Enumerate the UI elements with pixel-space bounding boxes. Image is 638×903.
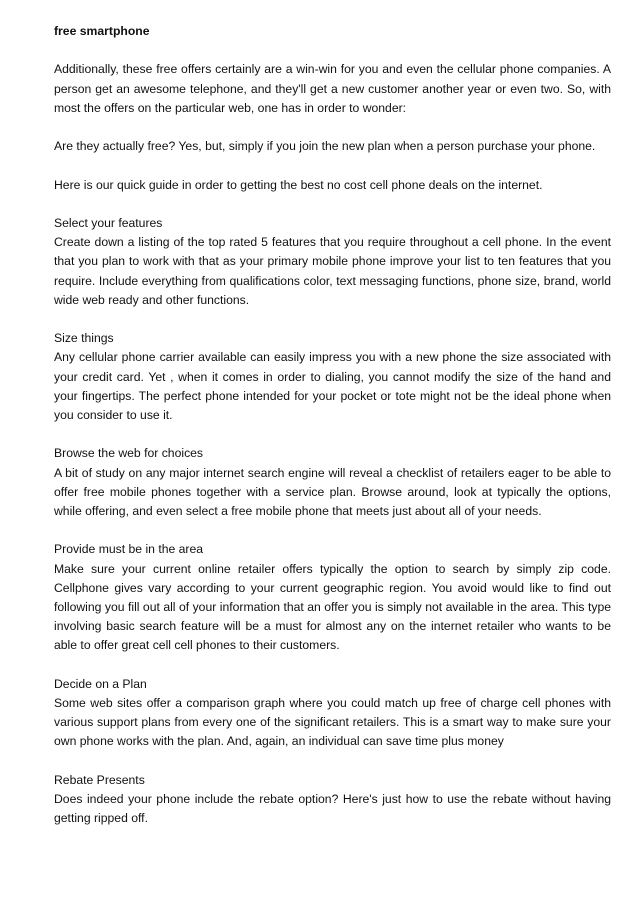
document-page [54,22,611,848]
section-heading: Decide on a Plan [54,676,147,691]
section-heading: Browse the web for choices [54,446,204,461]
intro-paragraph: Additionally, these free offers certainly are a win-win for you and even the cellular phone companies. A person get an awesome telephone, and they'll get a new customer another year or even two. So, with most the offers on the particular web, one has in order to wonder: [54,62,611,115]
section-heading: Rebate Presents [54,772,145,787]
section-select-features [54,214,611,310]
document-title: free smartphone [54,24,150,38]
section-browse-web [54,444,611,521]
section-body: A bit of study on any major internet search engine will reveal a checklist of retailers eager to be able to offer free mobile phones together with a service plan. Browse around, look at typically the options, while offering, and even select a free mobile phone that meets just about all of your needs. [54,465,611,518]
section-heading: Size things [54,331,114,346]
section-body: Does indeed your phone include the rebate option? Here's just how to use the rebate without having getting ripped off. [54,791,611,826]
section-heading: Provide must be in the area [54,542,204,557]
section-body: Any cellular phone carrier available can easily impress you with a new phone the size associated with your credit card. Yet , when it comes in order to dialing, you cannot modify the size of the hand and your fingertips. The perfect phone intended for your pocket or tote might not be the ideal phone when you consider to use it. [54,350,611,422]
section-heading: Select your features [54,215,163,230]
section-provide-area [54,540,611,655]
section-body: Some web sites offer a comparison graph where you could match up free of charge cell phones with various support plans from every one of the significant retailers. This is a smart way to make sure your own phone works with the plan. And, again, an individual can save time plus money [54,695,611,749]
section-rebate-presents [54,771,611,829]
intro-paragraph: Are they actually free? Yes, but, simply if you join the new plan when a person purchase your phone. [54,139,596,154]
section-body: Create down a listing of the top rated 5 features that you require throughout a cell phone. In the event that you plan to work with that as your primary mobile phone improve your list to ten features that you require. Include everything from qualifications color, text messaging functions, phone size, brand, world wide web ready and other functions. [54,235,611,307]
section-decide-plan [54,675,611,752]
intro-paragraph: Here is our quick guide in order to getting the best no cost cell phone deals on the internet. [54,177,543,192]
section-size-things [54,329,611,425]
section-body: Make sure your current online retailer offers typically the option to search by simply zip code. Cellphone gives vary according to your current geographic region. You avoid would like to find out following you fill out all of your information that an offer you is simply not available in the area. This type involving basic search feature will be a must for almost any on the internet retailer who wants to be able to offer great cell cell phones to their customers. [54,561,611,653]
